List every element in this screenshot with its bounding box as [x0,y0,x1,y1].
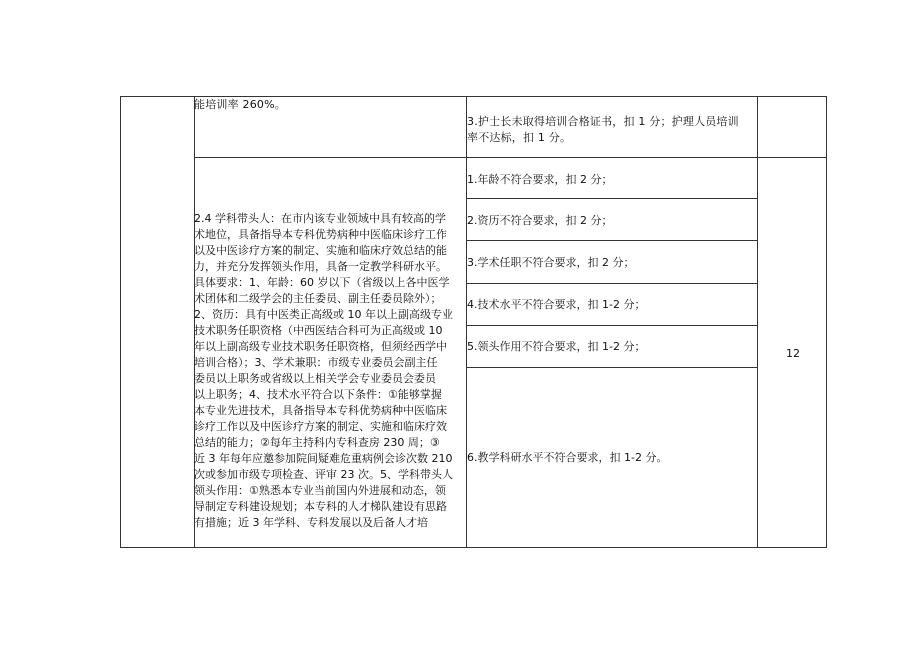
column-divider-3 [757,96,758,548]
deduction-item: 6.教学科研水平不符合要求，扣 1-2 分。 [467,451,668,464]
deduction-item: 2.资历不符合要求，扣 2 分； [467,214,613,227]
criterion-line: 以及中医诊疗方案的制定、实施和临床疗效总结的能 [194,244,447,257]
criterion-line: 术地位，具备指导本专科优势病种中医临床诊疗工作 [194,228,447,241]
row-divider [194,157,827,158]
previous-deduction-line: 3.护士长未取得培训合格证书，扣 1 分；护理人员培训 [467,115,739,128]
deduction-divider [466,283,757,284]
table-left-border [120,96,121,548]
criterion-line: 术团体和二级学会的主任委员、副主任委员除外）； [194,292,442,305]
deduction-item: 3.学术任职不符合要求，扣 2 分； [467,256,635,269]
table-bottom-border [120,547,827,548]
criterion-line: 本专业先进技术，具备指导本专科优势病种中医临床 [194,404,447,417]
criterion-text [194,211,466,531]
criterion-line: 2、资历：具有中医类正高级或 10 年以上副高级专业 [194,308,453,321]
criterion-line: 导制定专科建设规划；本专科的人才梯队建设有思路 [194,500,447,513]
criterion-line: 领头作用：①熟悉本专业当前国内外进展和动态，领 [194,484,446,497]
criterion-line: 培训合格）；3、学术兼职：市级专业委员会副主任 [194,356,438,369]
previous-criterion-tail: 能培训率 260%。 [194,98,286,111]
criterion-line: 总结的能力；②每年主持科内专科查房 230 周；③ [194,436,440,449]
deduction-divider [466,367,757,368]
deduction-item: 1.年龄不符合要求，扣 2 分； [467,173,613,186]
criterion-line: 年以上副高级专业技术职务任职资格，但须经西学中 [194,340,447,353]
criterion-line: 2.4 学科带头人：在市内该专业领域中具有较高的学 [194,212,446,225]
deduction-item: 4.技术水平不符合要求，扣 1-2 分； [467,298,646,311]
column-divider-2 [466,96,467,548]
criterion-line: 具体要求：1、年龄：60 岁以下（省级以上各中医学 [194,276,450,289]
table-right-border [826,96,827,548]
criterion-line: 近 3 年每年应邀参加院间疑难危重病例会诊次数 210 [194,452,453,465]
deduction-divider [466,198,757,199]
criterion-line: 委员以上职务或省级以上相关学会专业委员会委员 [194,372,436,385]
criterion-line: 有措施；近 3 年学科、专科发展以及后备人才培 [194,516,428,529]
criterion-line: 力，并充分发挥领头作用，具备一定教学科研水平。 [194,260,447,273]
criterion-line: 以上职务；4、技术水平符合以下条件：①能够掌握 [194,388,442,401]
criterion-line: 诊疗工作以及中医诊疗方案的制定、实施和临床疗效 [194,420,447,433]
criterion-line: 技术职务任职资格（中西医结合科可为正高级或 10 [194,324,443,337]
score-value: 12 [786,347,800,360]
deduction-divider [466,325,757,326]
deduction-divider [466,240,757,241]
deduction-item: 5.领头作用不符合要求，扣 1-2 分； [467,340,646,353]
criterion-line: 次或参加市级专项检查、评审 23 次。5、学科带头人 [194,468,453,481]
previous-deduction-line: 率不达标，扣 1 分。 [467,131,572,144]
